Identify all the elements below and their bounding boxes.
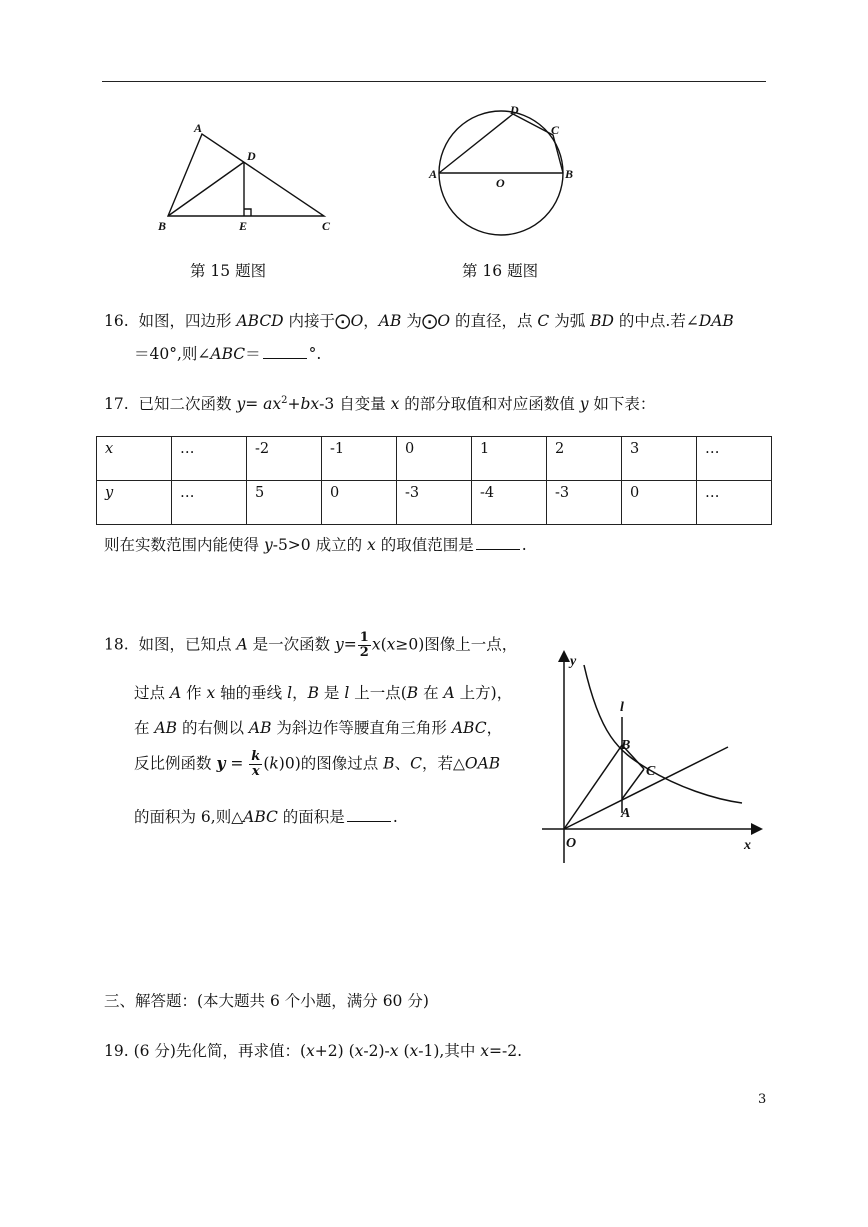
graph-label-l: l [620,700,624,715]
fraction-one-half: $\frac{1}{2}$ [359,630,369,660]
table-cell: x [97,437,172,481]
fig16-label-a: A [429,167,438,181]
table-cell: 0 [322,481,397,525]
graph-label-o: O [566,836,577,851]
table-cell: -3 [547,481,622,525]
fig15-label-a: A [194,121,203,135]
fig16-label-c: C [551,123,560,137]
q16-line2: ＝40°,则∠ABC＝ °. [134,345,322,363]
figure-16-caption: 第 16 题图 [462,262,539,280]
graph-label-c: C [646,764,656,779]
table-cell: … [172,437,247,481]
table-cell: 5 [247,481,322,525]
answer-blank [347,807,391,822]
fig15-label-e: E [239,219,248,233]
fig15-label-c: C [322,219,331,233]
table-cell: 2 [547,437,622,481]
table-cell: … [697,481,772,525]
q18-line2: 过点 A 作 x 轴的垂线 l，B 是 l 上一点(B 在 A 上方)， [134,684,513,702]
graph-label-a: A [621,806,631,821]
fig16-label-b: B [565,167,574,181]
fig16-label-o: O [496,176,505,190]
fig15-label-b: B [158,219,167,233]
table-cell: 3 [622,437,697,481]
graph-label-b: B [621,738,631,753]
table-cell: 0 [397,437,472,481]
q18-line4: 反比例函数 y = $\frac{k}{x}$ (k)0)的图像过点 B、C，若△OAB [134,749,501,779]
q19-text: 19. (6 分)先化简，再求值：(x+2) (x-2)-x (x-1),其中 x=-2. [104,1042,523,1060]
q18-line1: 18. 如图，已知点 A 是一次函数 y= $\frac{1}{2}$ x(x≥0)图像上一点， [104,630,518,660]
figure-16-circle [426,102,586,237]
answer-blank [476,535,520,550]
graph-label-y: y [570,654,577,669]
table-cell: y [97,481,172,525]
fig15-label-d: D [247,149,256,163]
table-row-y [97,481,772,525]
q17-stem: 17. 已知二次函数 $y= ax^2+bx-3$ 自变量 x 的部分取值和对应函数值 y 如下表： [104,394,656,413]
figure-15-caption: 第 15 题图 [190,262,267,280]
q17-question: 则在实数范围内能使得 y-5>0 成立的 x 的取值范围是 . [104,536,527,554]
header-rule [102,81,766,82]
q18-line3: 在 AB 的右侧以 AB 为斜边作等腰直角三角形 ABC， [134,719,503,737]
table-cell: … [697,437,772,481]
fraction-k-over-x: $\frac{k}{x}$ [251,749,261,779]
fig16-label-d: D [510,103,519,117]
section-3-heading: 三、解答题：(本大题共 6 个小题，满分 60 分) [104,992,429,1010]
q18-graph [538,645,768,865]
table-cell: -4 [472,481,547,525]
answer-blank [263,344,307,359]
table-cell: 1 [472,437,547,481]
q18-line5: 的面积为 6,则△ABC 的面积是 . [134,808,398,826]
q17-value-table [96,436,772,525]
page-number: 3 [758,1092,767,1107]
q16-line1: 16. 如图，四边形 ABCD 内接于⨀O，AB 为⨀O 的直径，点 C 为弧 BD 的中点.若∠DAB [104,312,734,330]
table-cell: … [172,481,247,525]
table-cell: -1 [322,437,397,481]
table-cell: 0 [622,481,697,525]
graph-label-x: x [744,838,751,853]
table-row-x [97,437,772,481]
figure-15-triangle [150,118,340,238]
table-cell: -3 [397,481,472,525]
table-cell: -2 [247,437,322,481]
